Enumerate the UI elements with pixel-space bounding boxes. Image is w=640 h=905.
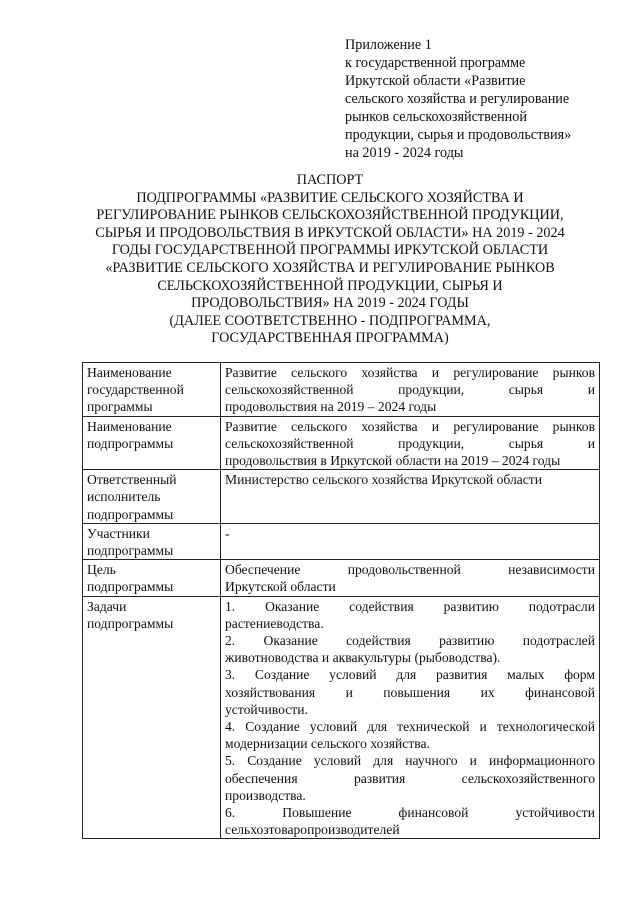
title-line: ПРОДОВОЛЬСТВИЯ» НА 2019 - 2024 ГОДЫ xyxy=(191,295,469,312)
label-line: государственной xyxy=(87,382,184,398)
task-line: производства. xyxy=(225,787,306,803)
task-line: сельхозтоваропроизводителей xyxy=(225,822,400,838)
table-row-goal xyxy=(83,560,600,596)
value-line: сельскохозяйственной продукции, сырья и xyxy=(225,382,595,398)
label-line: подпрограммы xyxy=(87,506,174,522)
title-line: «РАЗВИТИЕ СЕЛЬСКОГО ХОЗЯЙСТВА И РЕГУЛИРОВАНИЕ РЫНКОВ xyxy=(105,259,555,276)
label-line: Ответственный xyxy=(87,472,177,488)
task-item xyxy=(225,804,595,838)
value-line: продовольствия в Иркутской области на 2019 – 2024 годы xyxy=(225,453,561,469)
label-line: подпрограммы xyxy=(87,615,174,631)
row-value xyxy=(221,560,600,596)
table-row-subprogram-name xyxy=(83,416,600,470)
value-line: Иркутской области xyxy=(225,579,336,595)
task-line: 2. Оказание содействия развитию подотраслей xyxy=(225,633,595,649)
task-item xyxy=(225,752,595,804)
appendix-line: сельского хозяйства и регулирование xyxy=(345,91,570,107)
task-item xyxy=(225,632,595,666)
passport-table xyxy=(82,362,600,839)
task-line: 5. Создание условий для научного и информационного xyxy=(225,753,595,769)
task-line: животноводства и аквакультуры (рыбоводства). xyxy=(225,650,501,666)
value-line: - xyxy=(225,525,230,541)
task-line: устойчивости. xyxy=(225,701,308,717)
row-value xyxy=(221,363,600,417)
appendix-line: продукции, сырья и продовольствия» xyxy=(345,127,572,143)
task-line: 1. Оказание содействия развитию подотрасли xyxy=(225,598,595,614)
label-line: Наименование xyxy=(87,365,172,380)
task-item xyxy=(225,598,595,632)
row-label xyxy=(83,416,221,470)
appendix-line: Иркутской области «Развитие xyxy=(345,73,526,89)
row-value xyxy=(221,416,600,470)
appendix-line: Приложение 1 xyxy=(345,37,432,53)
value-line: сельскохозяйственной продукции, сырья и xyxy=(225,435,595,451)
appendix-line: рынков сельскохозяйственной xyxy=(345,109,527,125)
title-line: ГОСУДАРСТВЕННАЯ ПРОГРАММА) xyxy=(211,330,449,347)
label-line: Наименование xyxy=(87,418,172,434)
row-value xyxy=(221,470,600,524)
label-line: подпрограммы xyxy=(87,543,174,559)
title-line: СЕЛЬСКОХОЗЯЙСТВЕННОЙ ПРОДУКЦИИ, СЫРЬЯ И xyxy=(157,277,503,294)
task-line: обеспечения развития сельскохозяйственного xyxy=(225,770,595,786)
appendix-header xyxy=(345,36,615,162)
value-line: Развитие сельского хозяйства и регулирование рынков xyxy=(225,418,595,434)
task-item xyxy=(225,666,595,718)
row-label xyxy=(83,560,221,596)
row-label xyxy=(83,523,221,559)
document-title xyxy=(60,172,600,348)
row-label xyxy=(83,470,221,524)
title-line: (ДАЛЕЕ СООТВЕТСТВЕННО - ПОДПРОГРАММА, xyxy=(169,312,491,329)
appendix-line: к государственной программе xyxy=(345,55,526,71)
task-line: модернизации сельского хозяйства. xyxy=(225,736,430,752)
row-value xyxy=(221,523,600,559)
label-line: подпрограммы xyxy=(87,579,174,595)
value-line: Министерство сельского хозяйства Иркутской области xyxy=(225,472,543,488)
table-row-participants xyxy=(83,523,600,559)
value-line: Развитие сельского хозяйства и регулирование рынков xyxy=(225,365,595,380)
title-line: СЫРЬЯ И ПРОДОВОЛЬСТВИЯ В ИРКУТСКОЙ ОБЛАСТИ» НА 2019 - 2024 xyxy=(95,224,565,241)
table-row-tasks xyxy=(83,596,600,839)
row-label xyxy=(83,596,221,839)
appendix-line: на 2019 - 2024 годы xyxy=(345,145,464,161)
task-line: 3. Создание условий для развития малых форм xyxy=(225,667,595,683)
label-line: Цель xyxy=(87,562,116,578)
value-line: продовольствия на 2019 – 2024 годы xyxy=(225,399,437,415)
label-line: программы xyxy=(87,399,153,415)
tasks-list xyxy=(221,596,600,839)
task-line: растениеводства. xyxy=(225,615,324,631)
label-line: подпрограммы xyxy=(87,435,174,451)
task-item xyxy=(225,718,595,752)
title-line: ПАСПОРТ xyxy=(296,172,364,188)
label-line: Задачи xyxy=(87,598,127,614)
label-line: исполнитель xyxy=(87,489,161,505)
table-row-responsible-executor xyxy=(83,470,600,524)
row-label xyxy=(83,363,221,417)
table-row-program-name xyxy=(83,363,600,417)
task-line: 4. Создание условий для технической и технологической xyxy=(225,719,595,735)
label-line: Участники xyxy=(87,525,150,541)
title-line: ГОДЫ ГОСУДАРСТВЕННОЙ ПРОГРАММЫ ИРКУТСКОЙ ОБЛАСТИ xyxy=(111,242,549,259)
task-line: хозяйствования и повышения их финансовой xyxy=(225,684,595,700)
title-line: РЕГУЛИРОВАНИЕ РЫНКОВ СЕЛЬСКОХОЗЯЙСТВЕННОЙ ПРОДУКЦИИ, xyxy=(96,207,564,224)
value-line: Обеспечение продовольственной независимости xyxy=(225,562,595,578)
task-line: 6. Повышение финансовой устойчивости xyxy=(225,805,595,821)
title-line: ПОДПРОГРАММЫ «РАЗВИТИЕ СЕЛЬСКОГО ХОЗЯЙСТВА И xyxy=(136,189,524,206)
